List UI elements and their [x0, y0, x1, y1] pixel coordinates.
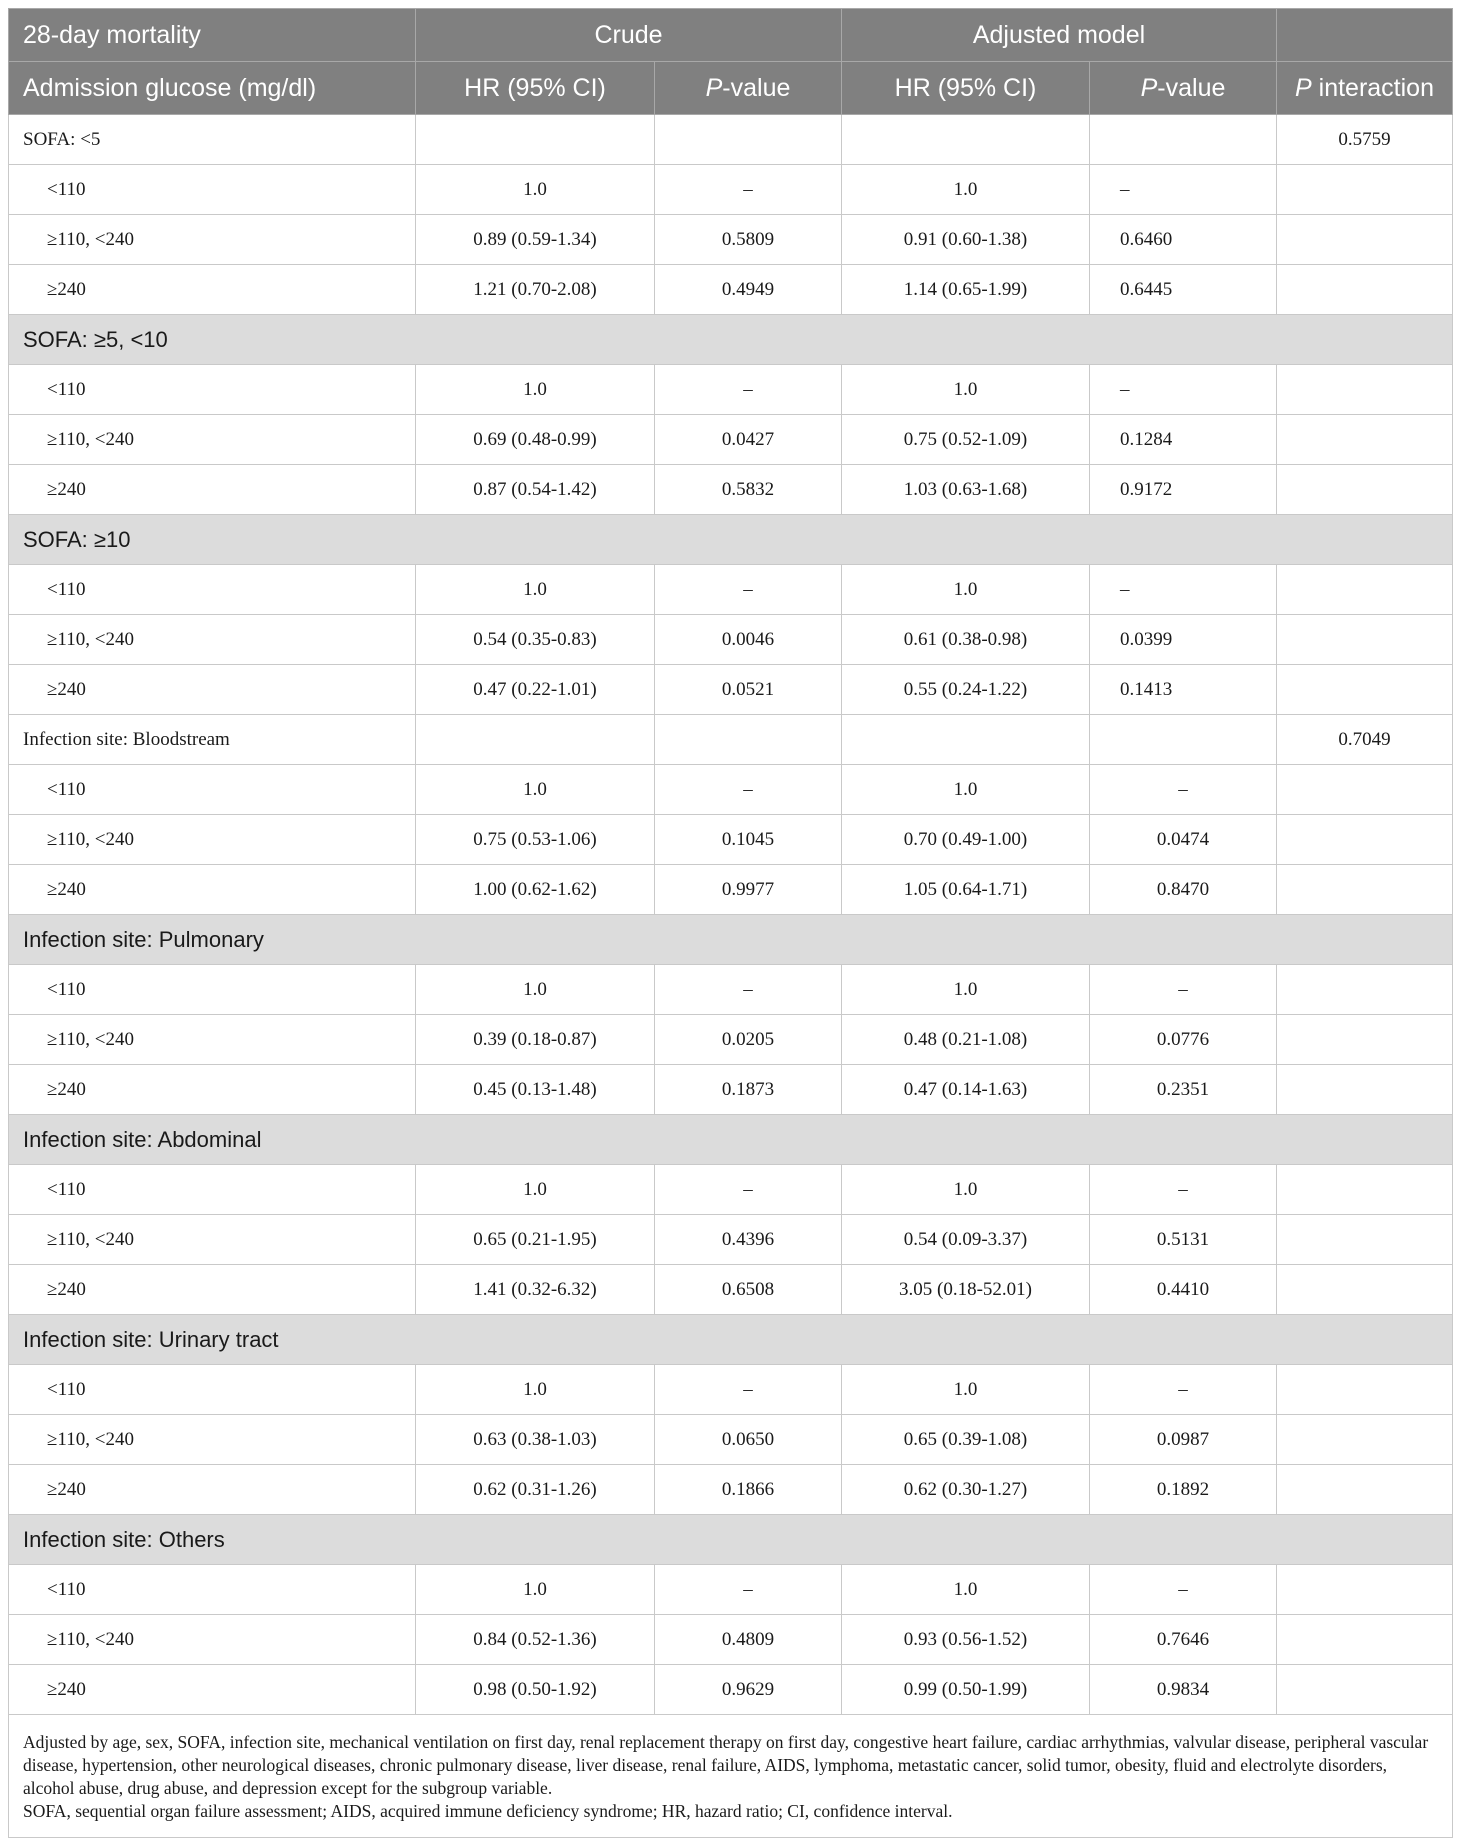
p-crude: 0.9629	[655, 1665, 842, 1715]
group-label: Infection site: Abdominal	[9, 1115, 1453, 1165]
footnote-cell	[9, 1715, 1453, 1838]
hr-crude: 0.65 (0.21-1.95)	[416, 1215, 655, 1265]
header-hr-adjusted: HR (95% CI)	[842, 62, 1090, 115]
glucose-level: ≥240	[9, 665, 416, 715]
group-label: SOFA: ≥5, <10	[9, 315, 1453, 365]
hr-crude: 1.0	[416, 565, 655, 615]
empty-cell	[1277, 1215, 1453, 1265]
p-adjusted: 0.7646	[1090, 1615, 1277, 1665]
hr-adjusted: 0.48 (0.21-1.08)	[842, 1015, 1090, 1065]
hr-crude: 0.39 (0.18-0.87)	[416, 1015, 655, 1065]
p-adjusted: –	[1090, 565, 1277, 615]
empty-cell	[416, 115, 655, 165]
header-crude: Crude	[416, 9, 842, 62]
p-crude: –	[655, 1565, 842, 1615]
empty-cell	[1277, 415, 1453, 465]
hr-crude: 0.69 (0.48-0.99)	[416, 415, 655, 465]
p-crude: 0.1866	[655, 1465, 842, 1515]
empty-cell	[1277, 1465, 1453, 1515]
hr-adjusted: 0.65 (0.39-1.08)	[842, 1415, 1090, 1465]
header-glucose: Admission glucose (mg/dl)	[9, 62, 416, 115]
hr-adjusted: 1.14 (0.65-1.99)	[842, 265, 1090, 315]
glucose-level: ≥110, <240	[9, 815, 416, 865]
hr-crude: 1.0	[416, 1165, 655, 1215]
group-label: Infection site: Urinary tract	[9, 1315, 1453, 1365]
table-row	[9, 465, 1453, 515]
table-row	[9, 615, 1453, 665]
hr-crude: 0.84 (0.52-1.36)	[416, 1615, 655, 1665]
empty-cell	[1277, 1565, 1453, 1615]
empty-cell	[1277, 565, 1453, 615]
p-adjusted: 0.1413	[1090, 665, 1277, 715]
hr-crude: 1.0	[416, 165, 655, 215]
p-adjusted: 0.0474	[1090, 815, 1277, 865]
header-p-crude-italic: P	[705, 73, 723, 102]
empty-cell	[1277, 1615, 1453, 1665]
hr-adjusted: 0.55 (0.24-1.22)	[842, 665, 1090, 715]
hr-crude: 1.00 (0.62-1.62)	[416, 865, 655, 915]
p-adjusted: 0.8470	[1090, 865, 1277, 915]
empty-cell	[655, 715, 842, 765]
glucose-level: ≥110, <240	[9, 1615, 416, 1665]
table-row	[9, 1615, 1453, 1665]
footnote-row	[9, 1715, 1453, 1838]
header-p-adj-italic: P	[1140, 73, 1158, 102]
hr-adjusted: 1.05 (0.64-1.71)	[842, 865, 1090, 915]
group-row	[9, 715, 1453, 765]
p-adjusted: 0.0987	[1090, 1415, 1277, 1465]
hr-crude: 1.0	[416, 765, 655, 815]
glucose-level: ≥110, <240	[9, 215, 416, 265]
table-row	[9, 1365, 1453, 1415]
table-row	[9, 1665, 1453, 1715]
empty-cell	[1277, 1015, 1453, 1065]
table-row	[9, 215, 1453, 265]
p-crude: 0.4949	[655, 265, 842, 315]
p-crude: 0.4809	[655, 1615, 842, 1665]
hr-crude: 1.21 (0.70-2.08)	[416, 265, 655, 315]
table-row	[9, 1165, 1453, 1215]
group-label: Infection site: Others	[9, 1515, 1453, 1565]
table-row	[9, 565, 1453, 615]
empty-cell	[1277, 865, 1453, 915]
table-row	[9, 365, 1453, 415]
empty-cell	[842, 715, 1090, 765]
p-crude: 0.0205	[655, 1015, 842, 1065]
p-crude: 0.0521	[655, 665, 842, 715]
header-row-2	[9, 62, 1453, 115]
p-adjusted: –	[1090, 1565, 1277, 1615]
header-pint-rest: interaction	[1311, 73, 1434, 102]
hr-crude: 0.98 (0.50-1.92)	[416, 1665, 655, 1715]
header-p-interaction	[1277, 62, 1453, 115]
p-adjusted: –	[1090, 765, 1277, 815]
p-adjusted: 0.6460	[1090, 215, 1277, 265]
p-crude: –	[655, 1165, 842, 1215]
glucose-level: ≥110, <240	[9, 1415, 416, 1465]
empty-cell	[1277, 615, 1453, 665]
hr-adjusted: 0.93 (0.56-1.52)	[842, 1615, 1090, 1665]
empty-cell	[1277, 1265, 1453, 1315]
hr-crude: 1.0	[416, 965, 655, 1015]
p-adjusted: –	[1090, 965, 1277, 1015]
hr-adjusted: 0.75 (0.52-1.09)	[842, 415, 1090, 465]
hr-adjusted: 0.70 (0.49-1.00)	[842, 815, 1090, 865]
hr-adjusted: 0.91 (0.60-1.38)	[842, 215, 1090, 265]
hr-crude: 0.87 (0.54-1.42)	[416, 465, 655, 515]
glucose-level: ≥110, <240	[9, 415, 416, 465]
table-row	[9, 165, 1453, 215]
footnote-adjustment: Adjusted by age, sex, SOFA, infection site, mechanical ventilation on first day, renal replacement therapy on first day, congestive heart failure, cardiac arrhythmias, valvular disease, peripheral vascular disease, hypertension, other neurological diseases, chronic pulmonary disease, liver disease, renal failure, AIDS, lymphoma, metastatic cancer, solid tumor, obesity, fluid and electrolyte disorders, alcohol abuse, drug abuse, and depression except for the subgroup variable.	[23, 1732, 1429, 1798]
hr-adjusted: 0.47 (0.14-1.63)	[842, 1065, 1090, 1115]
header-mortality: 28-day mortality	[9, 9, 416, 62]
p-adjusted: –	[1090, 1165, 1277, 1215]
empty-cell	[1277, 265, 1453, 315]
hr-adjusted: 3.05 (0.18-52.01)	[842, 1265, 1090, 1315]
p-adjusted: 0.1284	[1090, 415, 1277, 465]
p-adjusted: 0.6445	[1090, 265, 1277, 315]
table-footer	[9, 1715, 1453, 1838]
hr-crude: 0.63 (0.38-1.03)	[416, 1415, 655, 1465]
group-row	[9, 515, 1453, 565]
table-row	[9, 1065, 1453, 1115]
header-row-1	[9, 9, 1453, 62]
p-adjusted: 0.9834	[1090, 1665, 1277, 1715]
empty-cell	[1277, 1665, 1453, 1715]
p-crude: 0.1873	[655, 1065, 842, 1115]
group-row	[9, 315, 1453, 365]
group-label: SOFA: ≥10	[9, 515, 1453, 565]
glucose-level: <110	[9, 1165, 416, 1215]
hr-crude: 0.47 (0.22-1.01)	[416, 665, 655, 715]
p-crude: 0.6508	[655, 1265, 842, 1315]
glucose-level: <110	[9, 565, 416, 615]
empty-cell	[1277, 665, 1453, 715]
group-label: Infection site: Pulmonary	[9, 915, 1453, 965]
table-header	[9, 9, 1453, 115]
p-crude: 0.9977	[655, 865, 842, 915]
hr-adjusted: 1.03 (0.63-1.68)	[842, 465, 1090, 515]
empty-cell	[1277, 1365, 1453, 1415]
glucose-level: <110	[9, 765, 416, 815]
p-adjusted: 0.9172	[1090, 465, 1277, 515]
p-crude: –	[655, 1365, 842, 1415]
table-row	[9, 1015, 1453, 1065]
p-crude: 0.0427	[655, 415, 842, 465]
p-adjusted: 0.4410	[1090, 1265, 1277, 1315]
p-adjusted: 0.0776	[1090, 1015, 1277, 1065]
empty-cell	[1277, 815, 1453, 865]
p-crude: 0.1045	[655, 815, 842, 865]
hr-crude: 0.45 (0.13-1.48)	[416, 1065, 655, 1115]
hr-crude: 0.54 (0.35-0.83)	[416, 615, 655, 665]
header-empty	[1277, 9, 1453, 62]
glucose-level: ≥110, <240	[9, 1215, 416, 1265]
empty-cell	[842, 115, 1090, 165]
hr-crude: 1.0	[416, 365, 655, 415]
table-row	[9, 1465, 1453, 1515]
p-adjusted: 0.2351	[1090, 1065, 1277, 1115]
p-adjusted: –	[1090, 365, 1277, 415]
group-label: Infection site: Bloodstream	[9, 715, 416, 765]
glucose-level: <110	[9, 365, 416, 415]
p-crude: –	[655, 165, 842, 215]
hr-adjusted: 0.61 (0.38-0.98)	[842, 615, 1090, 665]
hr-adjusted: 0.99 (0.50-1.99)	[842, 1665, 1090, 1715]
table-row	[9, 765, 1453, 815]
table-row	[9, 1565, 1453, 1615]
empty-cell	[655, 115, 842, 165]
hr-adjusted: 1.0	[842, 365, 1090, 415]
glucose-level: <110	[9, 165, 416, 215]
header-hr-crude: HR (95% CI)	[416, 62, 655, 115]
results-table	[8, 8, 1453, 1838]
glucose-level: ≥240	[9, 265, 416, 315]
empty-cell	[1277, 465, 1453, 515]
empty-cell	[416, 715, 655, 765]
header-p-crude	[655, 62, 842, 115]
empty-cell	[1277, 1415, 1453, 1465]
group-label: SOFA: <5	[9, 115, 416, 165]
p-crude: 0.5832	[655, 465, 842, 515]
glucose-level: ≥110, <240	[9, 1015, 416, 1065]
hr-adjusted: 0.54 (0.09-3.37)	[842, 1215, 1090, 1265]
p-crude: –	[655, 765, 842, 815]
glucose-level: ≥110, <240	[9, 615, 416, 665]
p-adjusted: –	[1090, 165, 1277, 215]
group-row	[9, 1515, 1453, 1565]
hr-adjusted: 1.0	[842, 1365, 1090, 1415]
header-pint-italic: P	[1295, 73, 1312, 102]
hr-adjusted: 0.62 (0.30-1.27)	[842, 1465, 1090, 1515]
group-row	[9, 915, 1453, 965]
header-p-adj-rest: -value	[1157, 73, 1226, 102]
glucose-level: ≥240	[9, 1665, 416, 1715]
table-row	[9, 1215, 1453, 1265]
p-adjusted: –	[1090, 1365, 1277, 1415]
p-crude: 0.0046	[655, 615, 842, 665]
p-crude: 0.5809	[655, 215, 842, 265]
table-body	[9, 115, 1453, 1715]
table-row	[9, 1265, 1453, 1315]
hr-crude: 0.75 (0.53-1.06)	[416, 815, 655, 865]
empty-cell	[1277, 215, 1453, 265]
p-interaction-value: 0.7049	[1277, 715, 1453, 765]
glucose-level: ≥240	[9, 865, 416, 915]
empty-cell	[1277, 165, 1453, 215]
p-crude: 0.0650	[655, 1415, 842, 1465]
p-crude: 0.4396	[655, 1215, 842, 1265]
empty-cell	[1090, 115, 1277, 165]
glucose-level: <110	[9, 1365, 416, 1415]
hr-crude: 0.62 (0.31-1.26)	[416, 1465, 655, 1515]
empty-cell	[1277, 1065, 1453, 1115]
hr-crude: 1.0	[416, 1565, 655, 1615]
group-row	[9, 1115, 1453, 1165]
glucose-level: ≥240	[9, 1465, 416, 1515]
table-row	[9, 665, 1453, 715]
group-row	[9, 1315, 1453, 1365]
p-adjusted: 0.5131	[1090, 1215, 1277, 1265]
header-p-crude-rest: -value	[722, 73, 791, 102]
table-row	[9, 415, 1453, 465]
glucose-level: ≥240	[9, 1065, 416, 1115]
empty-cell	[1277, 365, 1453, 415]
hr-adjusted: 1.0	[842, 1565, 1090, 1615]
table-row	[9, 265, 1453, 315]
p-adjusted: 0.1892	[1090, 1465, 1277, 1515]
header-p-adjusted	[1090, 62, 1277, 115]
p-interaction-value: 0.5759	[1277, 115, 1453, 165]
hr-crude: 0.89 (0.59-1.34)	[416, 215, 655, 265]
table-container	[8, 8, 1452, 1838]
empty-cell	[1277, 1165, 1453, 1215]
header-adjusted: Adjusted model	[842, 9, 1277, 62]
hr-adjusted: 1.0	[842, 565, 1090, 615]
table-row	[9, 815, 1453, 865]
hr-adjusted: 1.0	[842, 165, 1090, 215]
hr-crude: 1.41 (0.32-6.32)	[416, 1265, 655, 1315]
glucose-level: ≥240	[9, 465, 416, 515]
group-row	[9, 115, 1453, 165]
table-row	[9, 865, 1453, 915]
hr-adjusted: 1.0	[842, 765, 1090, 815]
empty-cell	[1090, 715, 1277, 765]
footnote-abbreviations: SOFA, sequential organ failure assessment; AIDS, acquired immune deficiency syndrome; HR, hazard ratio; CI, confidence interval.	[23, 1801, 953, 1821]
p-adjusted: 0.0399	[1090, 615, 1277, 665]
p-crude: –	[655, 965, 842, 1015]
p-crude: –	[655, 565, 842, 615]
glucose-level: <110	[9, 1565, 416, 1615]
empty-cell	[1277, 765, 1453, 815]
table-row	[9, 965, 1453, 1015]
hr-crude: 1.0	[416, 1365, 655, 1415]
hr-adjusted: 1.0	[842, 965, 1090, 1015]
glucose-level: <110	[9, 965, 416, 1015]
hr-adjusted: 1.0	[842, 1165, 1090, 1215]
glucose-level: ≥240	[9, 1265, 416, 1315]
p-crude: –	[655, 365, 842, 415]
empty-cell	[1277, 965, 1453, 1015]
table-row	[9, 1415, 1453, 1465]
